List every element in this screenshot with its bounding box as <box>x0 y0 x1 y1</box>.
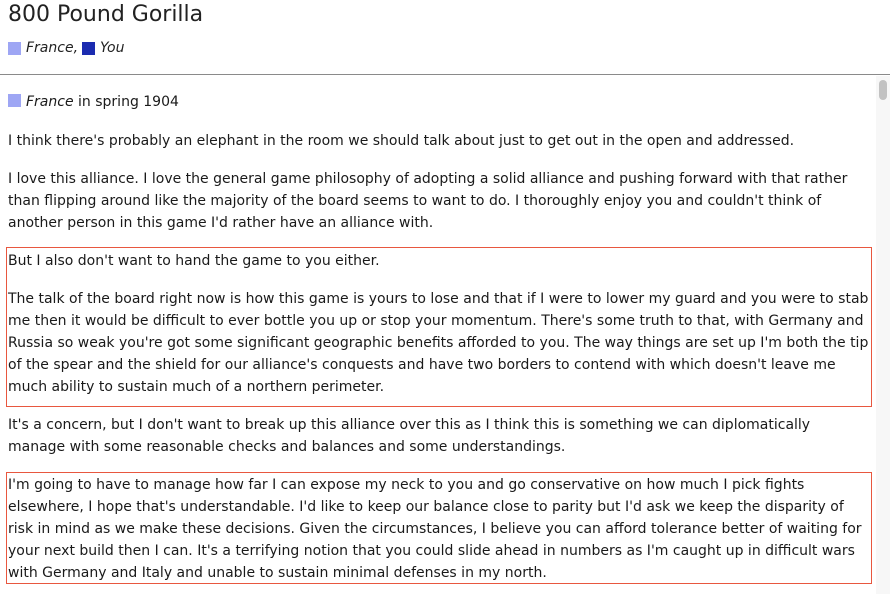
message-sender: France <box>26 94 74 110</box>
page-title: 800 Pound Gorilla <box>8 2 204 27</box>
message-timestamp: in spring 1904 <box>73 94 179 110</box>
message-paragraph: The talk of the board right now is how this game is yours to lose and that if I were to lower my guard and you were to stab me then it would be difficult to ever bottle you up or stop your momentum. There's some truth to that, with Germany and Russia so weak you're got some significant geographic benefits afforded to you. The way things are set up I'm both the tip of the spear and the shield for our alliance's conquests and have two borders to contend with which doesn't leave me much ability to sustain much of a northern perimeter. <box>8 291 869 395</box>
header-divider <box>0 74 890 75</box>
message-header <box>8 94 179 110</box>
sender-color-swatch <box>8 94 21 107</box>
message-paragraph: I think there's probably an elephant in the room we should talk about just to get out in the open and addressed. <box>8 133 795 149</box>
you-color-swatch <box>82 42 95 55</box>
participant-you: You <box>100 40 125 56</box>
message-paragraph: It's a concern, but I don't want to break up this alliance over this as I think this is something we can diplomatically manage with some reasonable checks and balances and some understandings. <box>8 417 811 455</box>
vertical-scrollbar[interactable] <box>876 76 890 594</box>
participant-list <box>8 40 124 56</box>
message-paragraph: I love this alliance. I love the general game philosophy of adopting a solid alliance and pushing forward with that rather than flipping around like the majority of the board seems to want to do. I thoroughly enjoy you and couldn't think of another person in this game I'd rather have an alliance with. <box>8 171 848 231</box>
participant-france: France <box>26 40 74 56</box>
participant-separator: , <box>73 40 79 56</box>
scrollbar-thumb[interactable] <box>879 80 887 100</box>
message-paragraph: I'm going to have to manage how far I can expose my neck to you and go conservative on how much I pick fights elsewhere, I hope that's understandable. I'd like to keep our balance close to parity but I'd ask we keep the disparity of risk in mind as we make these decisions. Given the circumstances, I believe you can afford tolerance better of waiting for your next build then I can. It's a terrifying notion that you could slide ahead in numbers as I'm caught up in difficult wars with Germany and Italy and unable to sustain minimal defenses in my north. <box>8 477 862 581</box>
france-color-swatch <box>8 42 21 55</box>
message-paragraph: But I also don't want to hand the game to you either. <box>8 253 380 269</box>
message-thread[interactable] <box>0 76 876 594</box>
